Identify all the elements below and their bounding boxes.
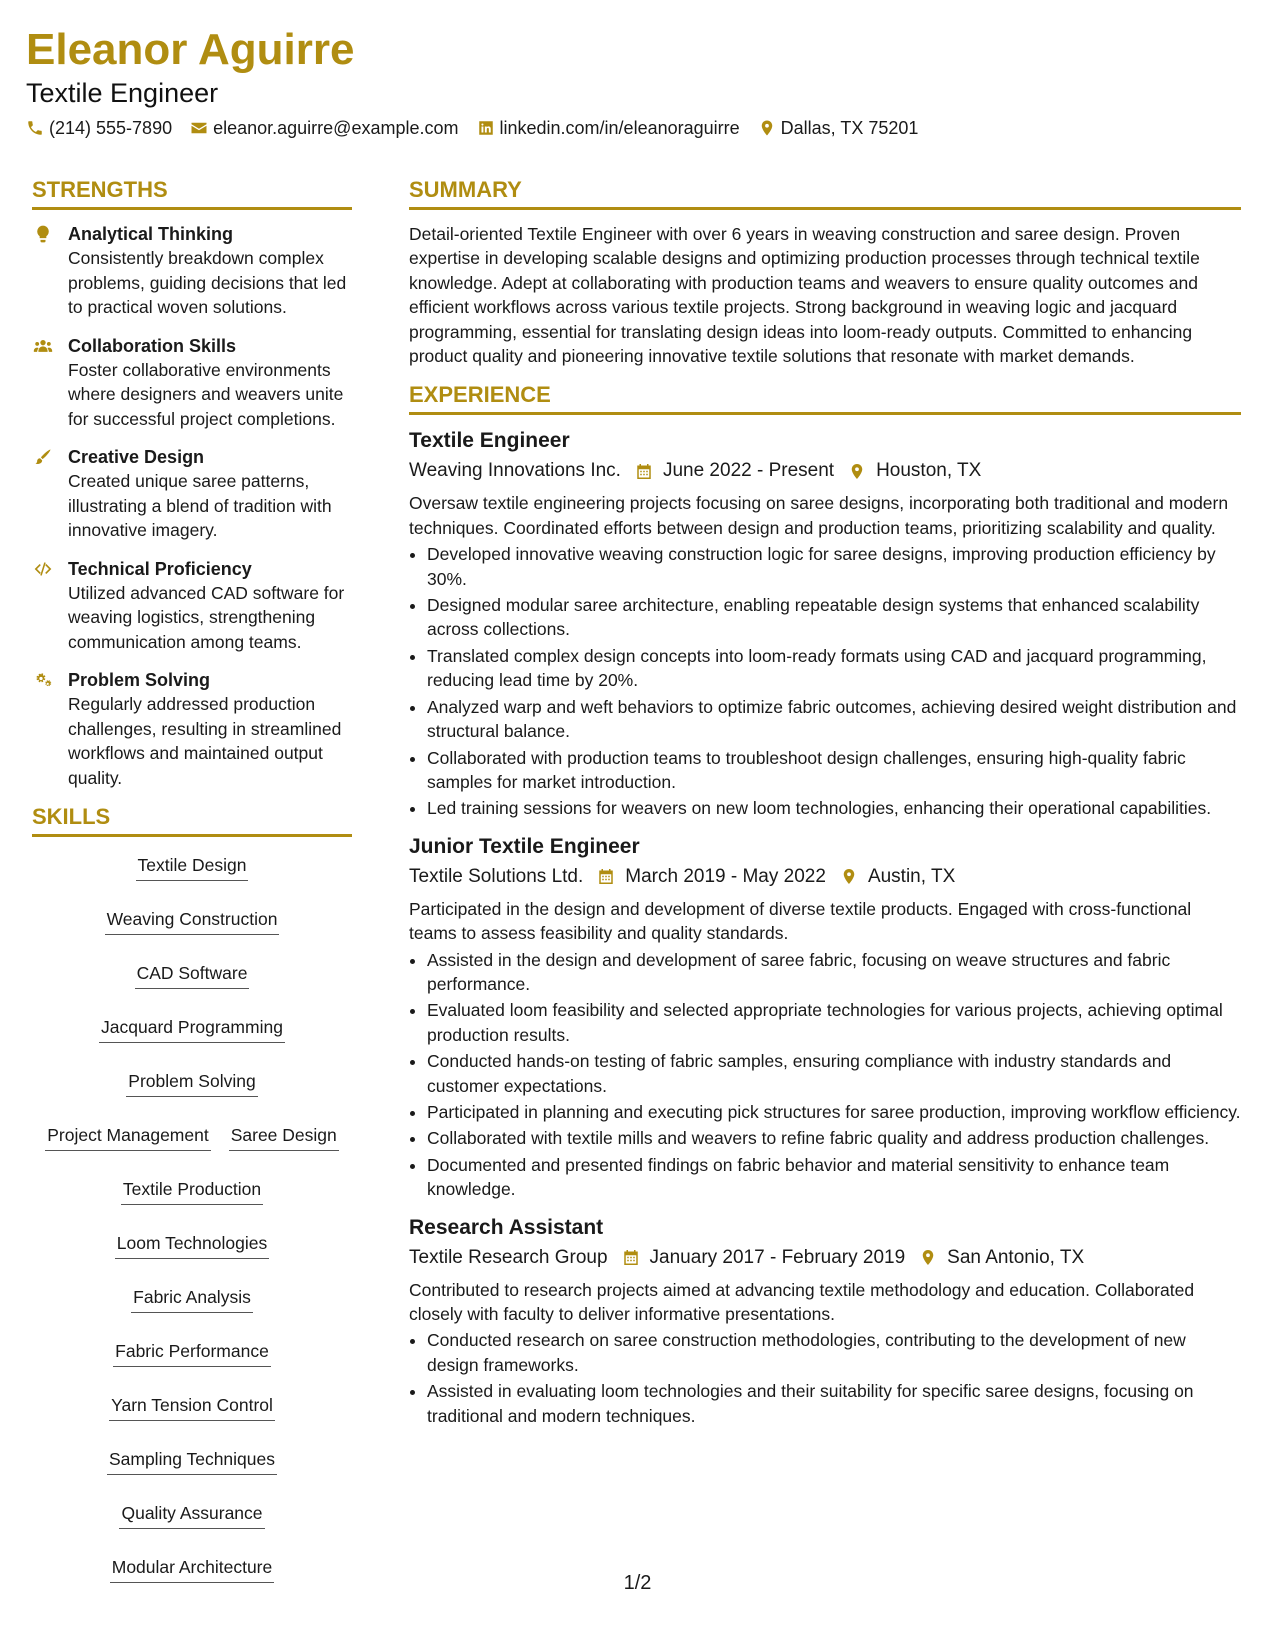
skills-heading: SKILLS: [32, 804, 352, 837]
candidate-title: Textile Engineer: [26, 78, 219, 108]
right-column: [409, 177, 1241, 1440]
summary-text: Detail-oriented Textile Engineer with over 6 years in weaving construction and saree design. Proven expertise in developing scalable designs and optimizing production processes through technical textile knowledge. Adept at collaborating with production teams and weavers to ensure quality outcomes and efficient workflows across various textile projects. Strong background in weaving logic and jacquard programming, essential for translating design ideas into loom-ready outputs. Committed to enhancing product quality and pioneering innovative textile solutions that resonate with market demands.: [409, 224, 1200, 367]
job-entry: [409, 1214, 1241, 1428]
location-text: Dallas, TX 75201: [780, 118, 919, 138]
job-location: Austin, TX: [867, 865, 956, 887]
skill-tag: Fabric Analysis: [131, 1285, 253, 1313]
job-title: Junior Textile Engineer: [409, 834, 640, 858]
bullet-item: • Translated complex design concepts into loom-ready formats using CAD and jacquard programming, reducing lead time by 20%.: [427, 644, 1241, 693]
bullet-item: • Designed modular saree architecture, enabling repeatable design systems that enhanced scalability across collections.: [427, 593, 1241, 642]
bullet-item: • Analyzed warp and weft behaviors to optimize fabric outcomes, achieving desired weight distribution and structural balance.: [427, 695, 1241, 744]
skill-tag: Fabric Performance: [113, 1339, 271, 1367]
strength-item: [32, 334, 352, 432]
job-meta: [409, 457, 1241, 485]
bullet-item: • Developed innovative weaving construction logic for saree designs, improving production efficiency by 30%.: [427, 542, 1241, 591]
strength-item: [32, 445, 352, 543]
strength-name: Analytical Thinking: [68, 224, 234, 244]
bullet-item: • Collaborated with textile mills and weavers to refine fabric quality and address production challenges.: [427, 1126, 1241, 1150]
contact-linkedin[interactable]: [477, 116, 740, 140]
lightbulb-icon: [32, 224, 54, 244]
strength-item: [32, 557, 352, 655]
skill-tag: Yarn Tension Control: [109, 1393, 275, 1421]
job-dates: June 2022 - Present: [662, 460, 835, 482]
strength-description: Foster collaborative environments where designers and weavers unite for successful project completions.: [68, 359, 344, 429]
job-description: Participated in the design and development of diverse textile products. Engaged with cross-functional teams to assess feasibility and quality standards.: [409, 898, 1192, 944]
phone-icon: [26, 119, 44, 137]
left-column: [32, 177, 352, 1583]
envelope-icon: [190, 119, 208, 137]
linkedin-icon: [477, 119, 495, 137]
job-location: San Antonio, TX: [947, 1246, 1085, 1268]
code-icon: [32, 559, 54, 579]
strength-name: Collaboration Skills: [68, 335, 237, 356]
skill-tag: CAD Software: [135, 961, 250, 989]
contact-location: [758, 116, 919, 140]
job-description: Oversaw textile engineering projects focusing on saree designs, incorporating both traditional and modern techniques. Coordinated efforts between design and production teams, prioritizing scalability and quality.: [409, 493, 1229, 538]
contact-phone[interactable]: [26, 116, 172, 140]
job-company: Textile Research Group: [409, 1246, 608, 1268]
job-meta: [409, 863, 1241, 891]
strength-description: Regularly addressed production challenges, resulting in streamlined workflows and maintained output quality.: [68, 694, 342, 788]
job-title: Textile Engineer: [409, 429, 570, 453]
skills-list: [32, 849, 352, 1583]
strengths-heading: STRENGTHS: [32, 177, 352, 210]
job-entry: [409, 427, 1241, 820]
job-bullets: [409, 542, 1241, 820]
page-number: 1/2: [623, 1572, 652, 1594]
skill-tag: Sampling Techniques: [107, 1447, 277, 1475]
skill-tag: Quality Assurance: [119, 1501, 264, 1529]
users-icon: [32, 336, 54, 356]
bullet-item: • Collaborated with production teams to troubleshoot design challenges, ensuring high-quality fabric samples for market introduction.: [427, 746, 1241, 795]
bullet-item: • Assisted in the design and development of saree fabric, focusing on weave structures and fabric performance.: [427, 948, 1241, 997]
strength-name: Problem Solving: [68, 670, 211, 690]
job-description: Contributed to research projects aimed at advancing textile methodology and education. Collaborated closely with faculty to deliver informative presentations.: [409, 1279, 1195, 1324]
contact-email[interactable]: [190, 116, 458, 140]
job-bullets: [409, 1328, 1241, 1428]
map-pin-icon: [758, 119, 776, 137]
resume-header: [26, 24, 1246, 140]
contact-bar: [26, 116, 1246, 140]
strength-item: [32, 222, 352, 320]
job-bullets: [409, 948, 1241, 1202]
bullet-item: • Led training sessions for weavers on new loom technologies, enhancing their operational capabilities.: [427, 796, 1241, 820]
job-company: Weaving Innovations Inc.: [409, 460, 621, 482]
strength-name: Technical Proficiency: [68, 558, 252, 579]
job-title: Research Assistant: [409, 1215, 604, 1239]
calendar-icon: [635, 462, 653, 481]
job-company: Textile Solutions Ltd.: [409, 865, 584, 887]
linkedin-text: linkedin.com/in/eleanoraguirre: [499, 118, 740, 138]
candidate-name: Eleanor Aguirre: [26, 25, 355, 74]
bullet-item: • Conducted research on saree construction methodologies, contributing to the development of new design frameworks.: [427, 1328, 1241, 1377]
job-entry: [409, 833, 1241, 1202]
skill-tag: Weaving Construction: [105, 907, 280, 935]
skill-tag: Problem Solving: [126, 1069, 257, 1097]
bullet-item: • Documented and presented findings on fabric behavior and material sensitivity to enhance team knowledge.: [427, 1153, 1241, 1202]
job-dates: March 2019 - May 2022: [625, 865, 826, 887]
map-pin-icon: [840, 867, 858, 886]
strength-name: Creative Design: [68, 447, 205, 467]
strength-description: Created unique saree patterns, illustrating a blend of tradition with innovative imagery.: [68, 471, 332, 540]
gears-icon: [32, 670, 54, 690]
job-meta: [409, 1244, 1241, 1272]
paintbrush-icon: [32, 447, 54, 467]
skill-tag: Loom Technologies: [115, 1231, 269, 1259]
skill-tag: Modular Architecture: [110, 1555, 275, 1583]
phone-text: (214) 555-7890: [49, 118, 173, 138]
bullet-item: • Evaluated loom feasibility and selected appropriate technologies for various projects, achieving optimal production results.: [427, 998, 1241, 1047]
strengths-list: [32, 222, 352, 790]
skill-tag: Jacquard Programming: [99, 1015, 285, 1043]
bullet-item: • Assisted in evaluating loom technologies and their suitability for specific saree designs, focusing on traditional and modern techniques.: [427, 1379, 1241, 1428]
experience-heading: EXPERIENCE: [409, 382, 1241, 415]
skill-tag: Saree Design: [229, 1123, 339, 1151]
bullet-item: • Conducted hands-on testing of fabric samples, ensuring compliance with industry standards and customer expectations.: [427, 1049, 1241, 1098]
bullet-item: • Participated in planning and executing pick structures for saree production, improving workflow efficiency.: [427, 1100, 1241, 1124]
skill-tag: Project Management: [45, 1123, 210, 1151]
map-pin-icon: [848, 462, 866, 481]
skill-tag: Textile Production: [121, 1177, 263, 1205]
job-dates: January 2017 - February 2019: [649, 1246, 906, 1268]
map-pin-icon: [919, 1248, 937, 1267]
summary-heading: SUMMARY: [409, 177, 1241, 210]
strength-item: [32, 668, 352, 790]
strength-description: Consistently breakdown complex problems, guiding decisions that led to practical woven solutions.: [68, 248, 347, 317]
skill-tag: Textile Design: [136, 853, 249, 881]
job-location: Houston, TX: [876, 460, 982, 482]
strength-description: Utilized advanced CAD software for weaving logistics, strengthening communication among teams.: [68, 582, 345, 652]
calendar-icon: [597, 867, 615, 886]
calendar-icon: [622, 1248, 640, 1267]
email-text: eleanor.aguirre@example.com: [213, 118, 459, 138]
